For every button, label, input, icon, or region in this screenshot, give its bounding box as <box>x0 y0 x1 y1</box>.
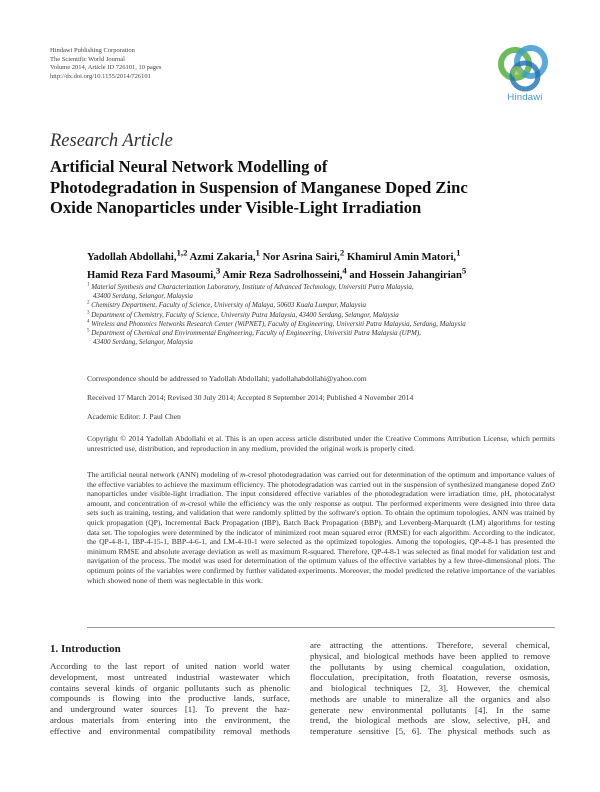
body-line: and underground water sources [1]. To prevent the haz- <box>50 704 290 714</box>
body-line: According to the last report of united nation world water <box>50 661 290 671</box>
logo-wordmark: Hindawi <box>507 92 543 103</box>
body-line: contains several kinds of organic pollutants such as phenolic <box>50 682 290 693</box>
author-list <box>87 249 466 284</box>
affiliation-text: Department of Chemical and Environmental Engineering, Faculty of Engineering, Universiti Putra Malaysia (UPM), <box>91 329 421 338</box>
author-name: and Hossein Jahangirian <box>346 269 462 281</box>
author-affiliation-sup: 2 <box>339 247 345 258</box>
divider <box>87 627 555 628</box>
publisher: Hindawi Publishing Corporation <box>50 47 135 54</box>
affiliation-continued: 43400 Serdang, Selangor, Malaysia <box>93 292 193 301</box>
affiliation-number: 3 <box>87 310 90 316</box>
author-affiliation-sup: 1 <box>255 247 260 258</box>
affiliation-number: 2 <box>87 301 90 307</box>
abstract-italic: m <box>240 470 246 479</box>
author-affiliation-sup: 4 <box>342 264 347 275</box>
author-name: Yadollah Abdollahi, <box>87 252 177 263</box>
body-line: trend, the biological methods are slow, selective, pH, and <box>310 715 550 726</box>
author-affiliation-sup: 1,2 <box>176 247 188 258</box>
affiliation <box>87 301 466 310</box>
author-affiliation-sup: 1 <box>456 247 461 258</box>
journal-header <box>50 47 161 81</box>
academic-editor: Academic Editor: J. Paul Chen <box>87 412 181 421</box>
body-column-left <box>50 661 290 736</box>
abstract-text: -cresol photodegradation was carried out for determination of the optimum and importance values of the effective variables to achieve the maximum efficiency. The photodegradation was carried out in the suspension of synthesized manganese doped ZnO nanoparticles under visible-light irradiation. The input considered effective variables of the photodegradation were irradiation time, pH, photocatalyst amount, and concentration of <box>87 470 555 508</box>
body-line: flocculation, precipitation, froth floatation, reverse osmosis, <box>310 672 550 683</box>
paper-title <box>50 157 550 219</box>
affiliation-text: Department of Chemistry, Faculty of Science, University Putra Malaysia, 43400 Serdang, Selangor, Malaysia <box>91 310 399 319</box>
article-type: Research Article <box>50 131 173 151</box>
title-line: Oxide Nanoparticles under Visible-Light Irradiation <box>50 198 422 217</box>
body-column-right <box>310 640 550 737</box>
body-line: compounds is flowing into the productive lands, surface, <box>50 693 290 704</box>
copyright-notice: Copyright © 2014 Yadollah Abdollahi et al. This is an open access article distributed under the Creative Commons Attribution License, which permits unrestricted use, distribution, and reproduction in any medium, provided the original work is properly cited. <box>87 434 555 453</box>
affiliation-text: Material Synthesis and Characterization Laboratory, Institute of Advanced Technology, Universiti Putra Malaysia, <box>91 283 414 291</box>
author-line-2 <box>87 264 467 285</box>
affiliation-number: 5 <box>87 328 90 334</box>
body-line: development, most untreated industrial wastewater which <box>50 671 290 682</box>
doi-link[interactable]: http://dx.doi.org/10.1155/2014/726101 <box>50 72 151 80</box>
body-line: generate new environmental pollutants [4]. In the same <box>310 704 550 715</box>
author-name: Nor Asrina Sairi, <box>259 252 340 263</box>
volume-info: Volume 2014, Article ID 726101, 10 pages <box>50 64 162 72</box>
affiliation <box>87 311 466 320</box>
body-line: methods are unable to mineralize all the organics and also <box>310 693 550 704</box>
body-line: temperature sensitive [5, 6]. The physical methods such as <box>310 726 550 736</box>
title-line: Artificial Neural Network Modelling of <box>50 157 328 176</box>
author-line-1 <box>87 249 466 267</box>
abstract-text: -cresol while the efficiency was the only response as output. The performed experiments were designed into three data sets such as training, testing, and validation that were randomly splitted by the software's option. To obtain the optimum topologies, ANN was trained by quick propagation (QP), Incremental Back Propagation (IBP), Batch Back Propagation (BBP), and Levenberg-Marquardt (LM) algorithms for testing data set. The topologies were determined by the indicator of minimized root mean squared error (RMSE) for each algorithm. According to the indicator, the QP-4-8-1, IBP-4-15-1, BBP-4-6-1, and LM-4-10-1 were selected as the optimized topologies. Among the topologies, QP-4-8-1 has presented the minimum RMSE and absolute average deviation as well as maximum R-squared. Therefore, QP-4-8-1 was selected as final model for validation test and navigation of the process. The model was used for determination of the optimum values of the effective variables by a few three-dimensional plots. The optimum points of the variables were confirmed by further validated experiments. Moreover, the model predicted the relative importance of the variables which showed none of them was neglectable in this work. <box>87 498 555 585</box>
author-affiliation-sup: 5 <box>461 264 467 275</box>
affiliation-continued: 43400 Serdang, Selangor, Malaysia <box>93 338 193 347</box>
body-line: physical, and biological methods have been applied to remove <box>310 650 550 661</box>
affiliation <box>87 320 466 329</box>
section-heading: 1. Introduction <box>50 643 121 655</box>
affiliation <box>87 283 466 292</box>
affiliations <box>87 283 466 347</box>
affiliation-text: Chemistry Department, Faculty of Science, University of Malaya, 50603 Kuala Lumpur, Malaysia <box>91 301 366 310</box>
author-affiliation-sup: 3 <box>215 264 221 275</box>
author-name: Khamirul Amin Matori, <box>344 252 457 263</box>
body-line: and biological techniques [2, 3]. However, the chemical <box>310 683 550 693</box>
affiliation-text: Wireless and Photonics Networks Research Center (WiPNET), Faculty of Engineering, Universiti Putra Malaysia, Serdang, Malaysia <box>91 319 466 328</box>
title-line: Photodegradation in Suspension of Manganese Doped Zinc <box>50 177 468 197</box>
body-line: are attracting the attentions. Therefore, several chemical, <box>310 640 550 650</box>
affiliation <box>87 329 466 338</box>
journal-name: The Scientific World Journal <box>50 55 125 63</box>
body-line: the pollutants by using chemical coagulation, oxidation, <box>310 661 550 672</box>
author-name: Amir Reza Sadrolhosseini, <box>220 269 343 281</box>
dates: Received 17 March 2014; Revised 30 July 2014; Accepted 8 September 2014; Published 4 November 2014 <box>87 393 414 402</box>
body-line: ardous materials from entering into the environment, the <box>50 714 290 725</box>
abstract-text: The artificial neural network (ANN) modeling of <box>87 470 241 479</box>
abstract <box>87 470 555 585</box>
author-name: Azmi Zakaria, <box>187 252 256 263</box>
affiliation-number: 1 <box>87 282 90 288</box>
author-name: Hamid Reza Fard Masoumi, <box>87 269 216 281</box>
affiliation-number: 4 <box>87 319 90 325</box>
body-line: effective and environmental compatibility removal methods <box>50 725 290 736</box>
abstract-italic: m <box>180 498 186 508</box>
correspondence: Correspondence should be addressed to Yadollah Abdollahi; yadollahabdollahi@yahoo.com <box>87 374 367 383</box>
